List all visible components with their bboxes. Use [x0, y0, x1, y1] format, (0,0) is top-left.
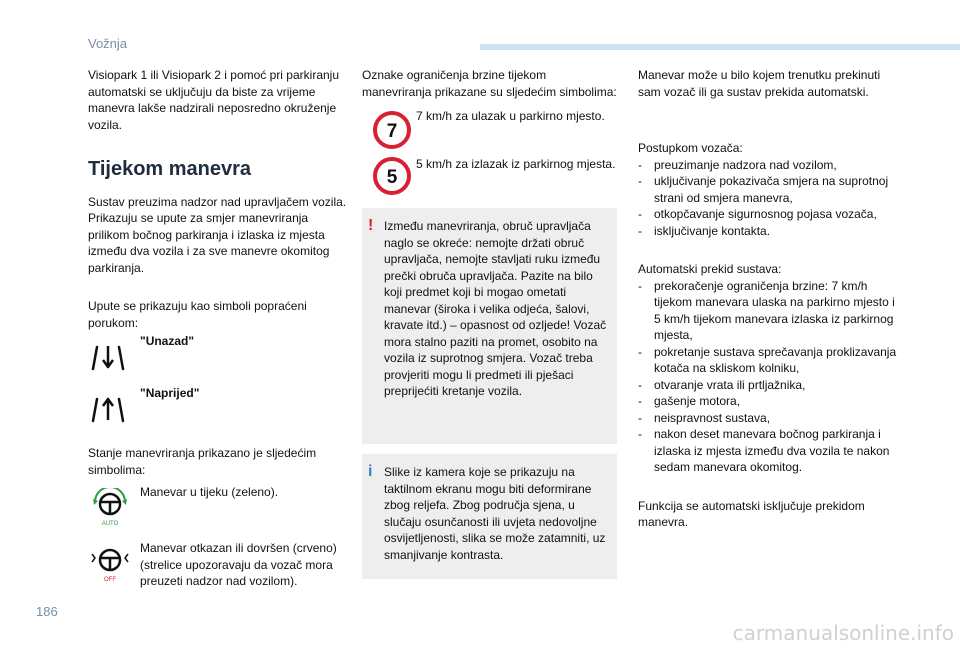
symbol-reverse-label: "Unazad" [140, 334, 195, 348]
speed-5-row [362, 156, 617, 206]
function-off-paragraph: Funkcija se automatski isključuje prekidom manevra. [638, 498, 865, 529]
auto-badge: AUTO [101, 521, 119, 527]
list-item: - otvaranje vrata ili prtljažnika, [638, 377, 900, 394]
off-badge: OFF [104, 577, 116, 583]
intro-paragraph: Visiopark 1 ili Visiopark 2 i pomoć pri parkiranju automatski se uključuju da biste za vrijeme manevra lakše nadzirali neposredno okruženje vozila. [88, 68, 340, 132]
interrupt-paragraph: Manevar može u bilo kojem trenutku prekinuti sam vozač ili ga sustav prekida automatski. [638, 68, 881, 99]
list-item: - uključivanje pokazivača smjera na suprotnoj strani od smjera manevra, [638, 173, 900, 206]
state-off-row [88, 540, 350, 610]
speed-7-text: 7 km/h za ulazak u parkirno mjesto. [416, 109, 605, 123]
auto-stop-list [638, 278, 900, 476]
column-right [638, 67, 900, 531]
speed-7-number: 7 [386, 121, 398, 142]
info-box [362, 454, 617, 579]
manoeuvre-paragraph: Sustav preuzima nadzor nad upravljačem vozila. Prikazuju se upute za smjer manevriranja prilikom bočnog parkiranja i izlaska iz mjesta između dva vozila i za sve manevre okomitog parkiranja. [88, 194, 347, 275]
list-item: - nakon deset manevara bočnog parkiranja i izlaska iz mjesta između dva vozila te nakon sedam manevara okomitog. [638, 426, 900, 476]
state-auto-row [88, 484, 350, 540]
symbol-reverse-row [88, 333, 350, 385]
column-middle [362, 67, 617, 579]
warning-text: Između manevriranja, obruč upravljača naglo se okreće: nemojte držati obruč upravljača, nemojte stavljati ruku između prečki obruča upravljača. Pazite na bilo koji predmet koji bi mogao ometati manevar (široka i velika odjeća, šalovi, kravate itd.) – opasnost od ozljede! Vozač mora stalno paziti na promet, osobito na vozila iz suprotnog smjera. Vozač treba provjeriti mogu li predmeti ili pješaci preprijećiti kretanje vozila. [384, 219, 607, 398]
driver-actions-title: Postupkom vozača: [638, 141, 743, 155]
forward-arrow-icon [88, 391, 128, 431]
watermark: carmanualsonline.info [732, 621, 954, 645]
speed-7-row [362, 108, 617, 152]
instructions-paragraph: Upute se prikazuju kao simboli popraćeni porukom: [88, 299, 307, 330]
list-item: - prekoračenje ograničenja brzine: 7 km/h tijekom manevara ulaska na parkirno mjesto i 5 km/h tijekom manevara izlaska iz parkirnog mjesta, [638, 278, 900, 344]
section-heading: Tijekom manevra [88, 158, 252, 180]
list-item: - isključivanje kontakta. [638, 223, 900, 240]
speed-intro: Oznake ograničenja brzine tijekom manevriranja prikazane su sljedećim simbolima: [362, 68, 617, 99]
symbol-forward-label: "Naprijed" [140, 386, 200, 400]
speed-5-number: 5 [386, 167, 398, 188]
info-text: Slike iz kamera koje se prikazuju na taktilnom ekranu mogu biti deformirane zbog reljefa. Zbog područja sjena, u slučaju osunčanosti ili uvjeta nedovoljne osvijetljenosti, slika se može zatamniti, uz smanjivanje kontrasta. [384, 465, 606, 562]
auto-stop-title: Automatski prekid sustava: [638, 262, 782, 276]
steering-wheel-auto-icon [90, 488, 130, 528]
list-item: - gašenje motora, [638, 393, 900, 410]
header-bar [480, 44, 960, 50]
list-item: - otkopčavanje sigurnosnog pojasa vozača, [638, 206, 900, 223]
list-item: - neispravnost sustava, [638, 410, 900, 427]
speed-limit-7-icon [372, 110, 412, 150]
info-icon: i [368, 463, 373, 480]
column-left [88, 67, 350, 610]
speed-limit-5-icon [372, 156, 412, 196]
symbol-forward-row [88, 385, 350, 445]
state-off-text: Manevar otkazan ili dovršen (crveno) (strelice upozoravaju da vozač mora preuzeti nadzor nad vozilom). [140, 541, 337, 588]
list-item: - pokretanje sustava sprečavanja proklizavanja kotača na skliskom kolniku, [638, 344, 900, 377]
warning-icon: ! [368, 217, 374, 234]
section-label: Vožnja [88, 36, 128, 51]
list-item: - preuzimanje nadzora nad vozilom, [638, 157, 900, 174]
driver-actions-list [638, 157, 900, 240]
warning-box [362, 208, 617, 444]
steering-wheel-off-icon [90, 544, 130, 584]
page-number: 186 [36, 604, 58, 619]
speed-5-text: 5 km/h za izlazak iz parkirnog mjesta. [416, 157, 616, 171]
states-paragraph: Stanje manevriranja prikazano je sljedećim simbolima: [88, 446, 317, 477]
reverse-arrow-icon [88, 339, 128, 379]
state-auto-text: Manevar u tijeku (zeleno). [140, 485, 279, 499]
